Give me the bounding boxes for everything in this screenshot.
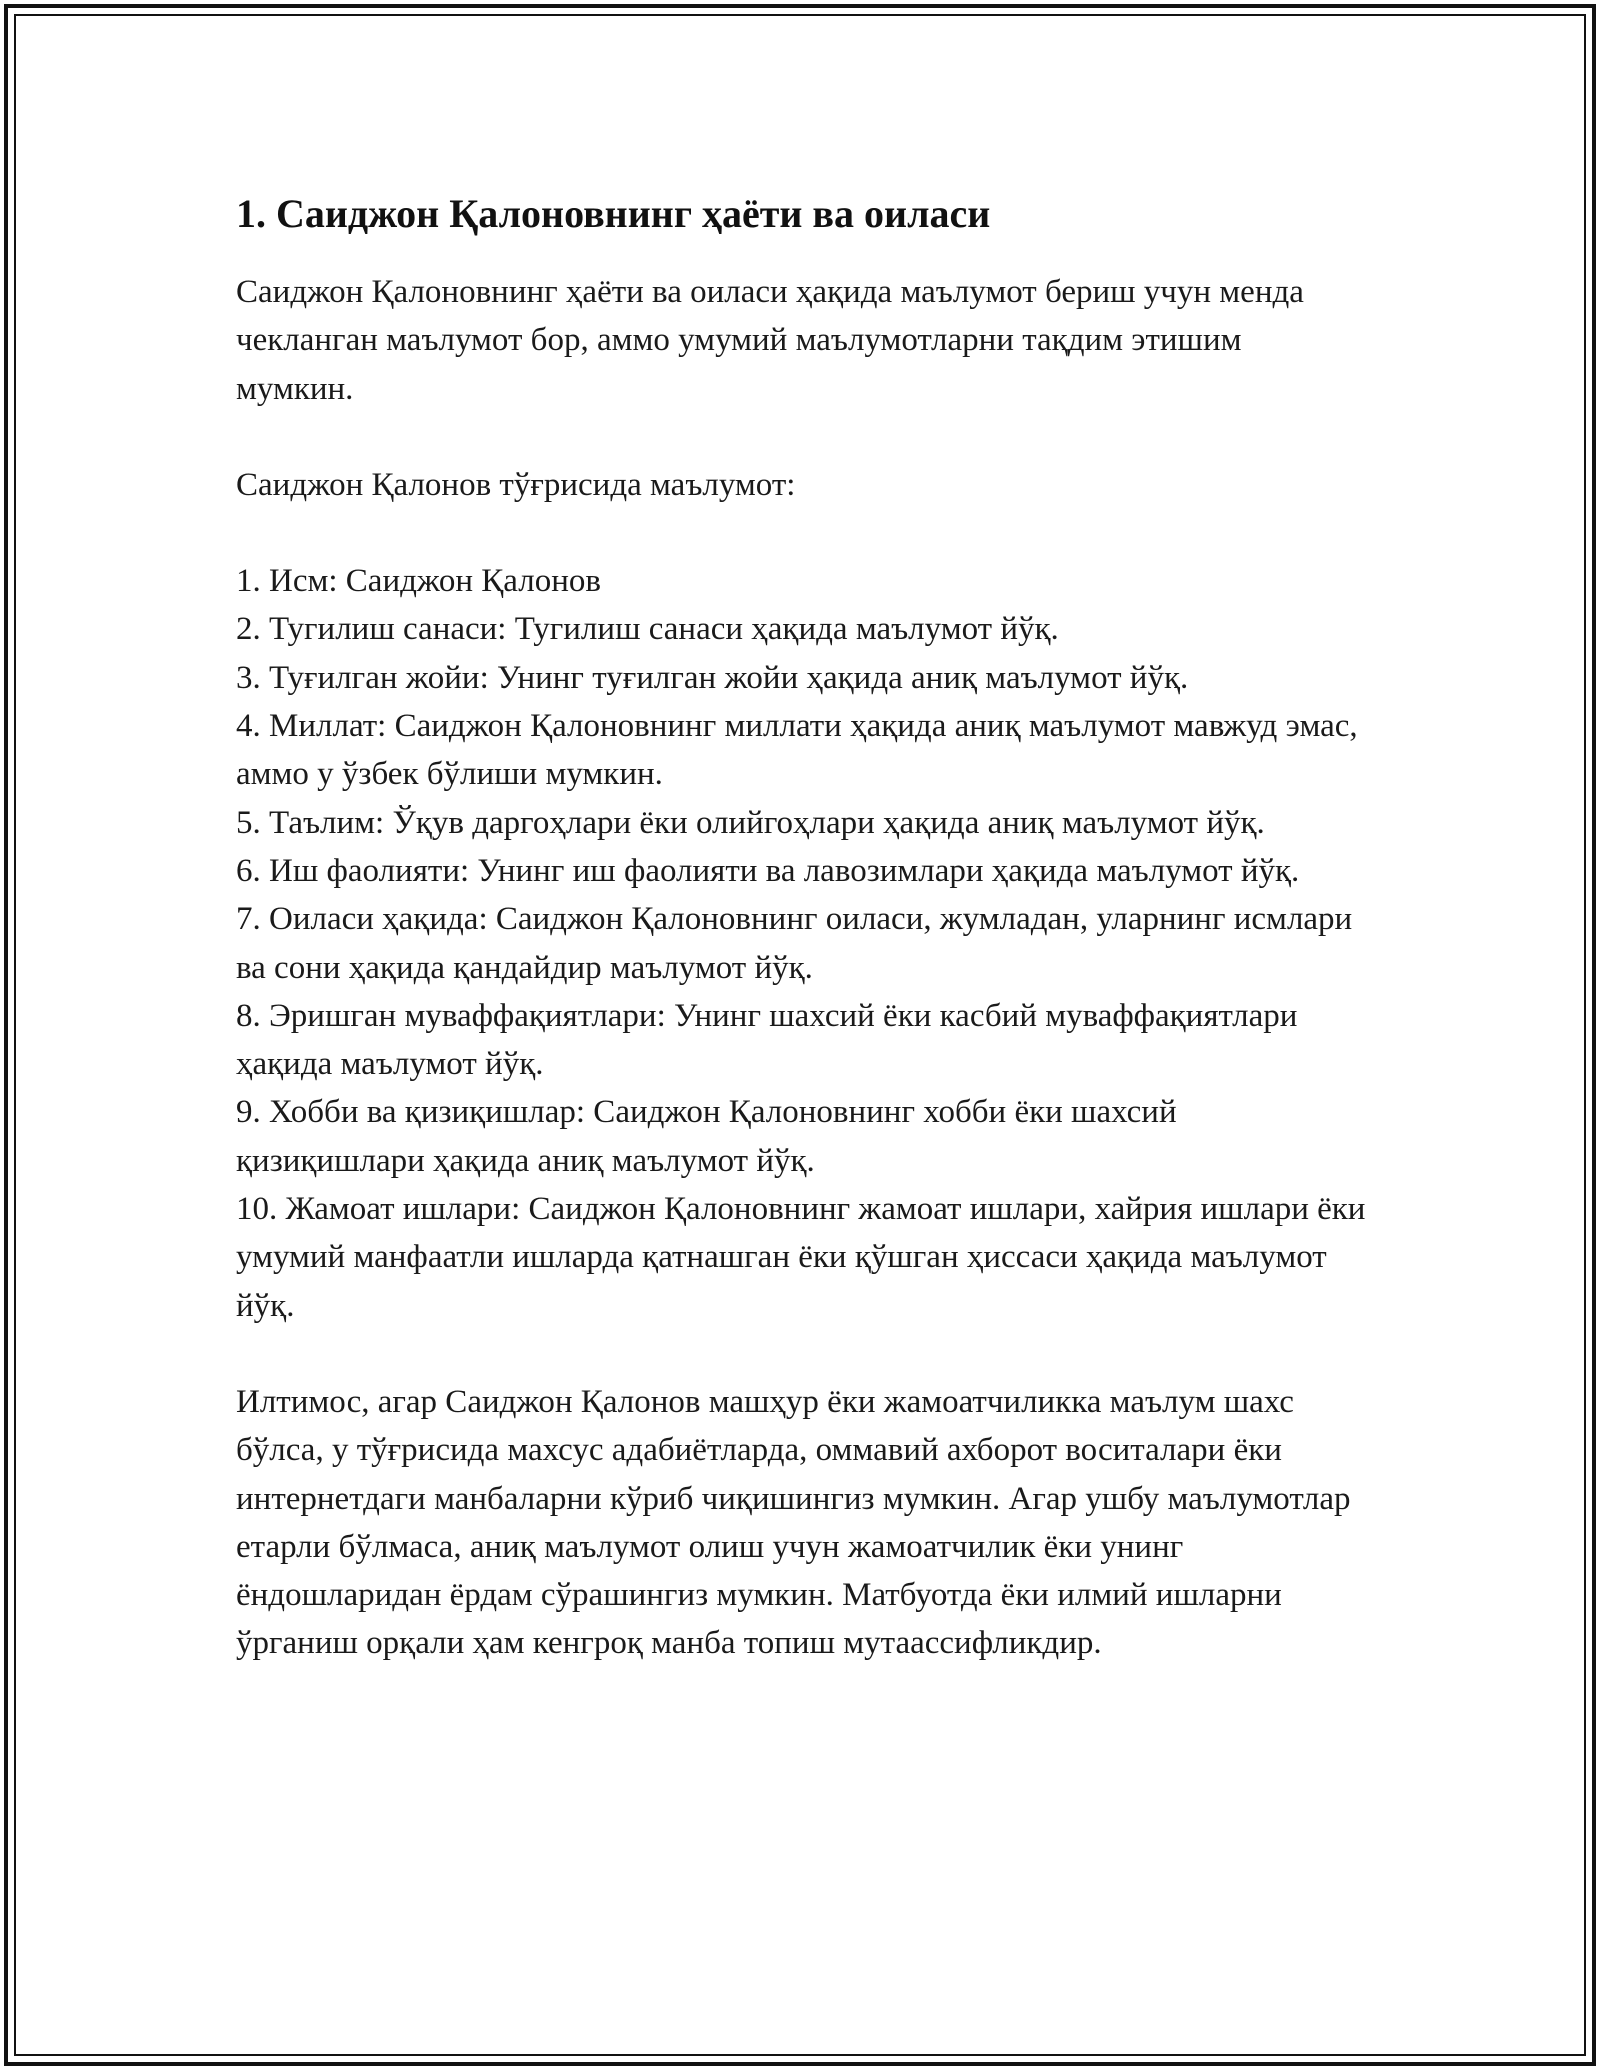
paragraph-gap (236, 1330, 1366, 1378)
list-item: 2. Тугилиш санаси: Тугилиш санаси ҳақида маълумот йўқ. (236, 611, 1059, 648)
list-item: 5. Таълим: Ўқув даргоҳлари ёки олийгоҳлари ҳақида аниқ маълумот йўқ. (236, 804, 1265, 841)
info-list (236, 557, 1366, 1330)
document-body (236, 180, 1366, 1668)
list-item: 4. Миллат: Саиджон Қалоновнинг миллати ҳақида аниқ маълумот мавжуд эмас, аммо у ўзбек бўлиши мумкин. (236, 708, 1358, 793)
list-item: 8. Эришган муваффақиятлари: Унинг шахсий ёки касбий муваффақиятлари ҳақида маълумот йўқ. (236, 997, 1298, 1083)
list-item: 10. Жамоат ишлари: Саиджон Қалоновнинг жамоат ишлари, хайрия ишлари ёки умумий манфаатли ишларда қатнашган ёки қўшган ҳиссаси ҳақида маълумот йўқ. (236, 1191, 1366, 1324)
list-item: 9. Хобби ва қизиқишлар: Саиджон Қалоновнинг хобби ёки шахсий қизиқишлари ҳақида аниқ маълумот йўқ. (236, 1094, 1177, 1179)
paragraph-gap (236, 509, 1366, 557)
section-heading: 1. Саиджон Қалоновнинг ҳаёти ва оиласи (236, 191, 991, 236)
closing-paragraph: Илтимос, агар Саиджон Қалонов машҳур ёки жамоатчиликка маълум шахс бўлса, у тўғрисида махсус адабиётларда, оммавий ахборот воситалари ёки интернетдаги манбаларни кўриб чиқишингиз мумкин. Агар ушбу маълумотлар етарли бўлмаса, аниқ маълумот олиш учун жамоатчилик ёки унинг ёндошларидан ёрдам сўрашингиз мумкин. Матбуотда ёки илмий ишларни ўрганиш орқали ҳам кенгроқ манба топиш мутаассифликдир. (236, 1383, 1351, 1662)
list-item: 1. Исм: Саиджон Қалонов (236, 563, 601, 600)
paragraph-gap (236, 413, 1366, 461)
list-item: 3. Туғилган жойи: Унинг туғилган жойи ҳақида аниқ маълумот йўқ. (236, 659, 1189, 696)
list-title: Саиджон Қалонов тўғрисида маълумот: (236, 466, 796, 503)
list-item: 7. Оиласи ҳақида: Саиджон Қалоновнинг оиласи, жумладан, уларнинг исмлари ва сони ҳақида қандайдир маълумот йўқ. (236, 901, 1353, 986)
intro-paragraph: Саиджон Қалоновнинг ҳаёти ва оиласи ҳақида маълумот бериш учун менда чекланган маълумот бор, аммо умумий маълумотларни тақдим этишим мумкин. (236, 274, 1304, 407)
list-item: 6. Иш фаолияти: Унинг иш фаолияти ва лавозимлари ҳақида маълумот йўқ. (236, 852, 1300, 889)
